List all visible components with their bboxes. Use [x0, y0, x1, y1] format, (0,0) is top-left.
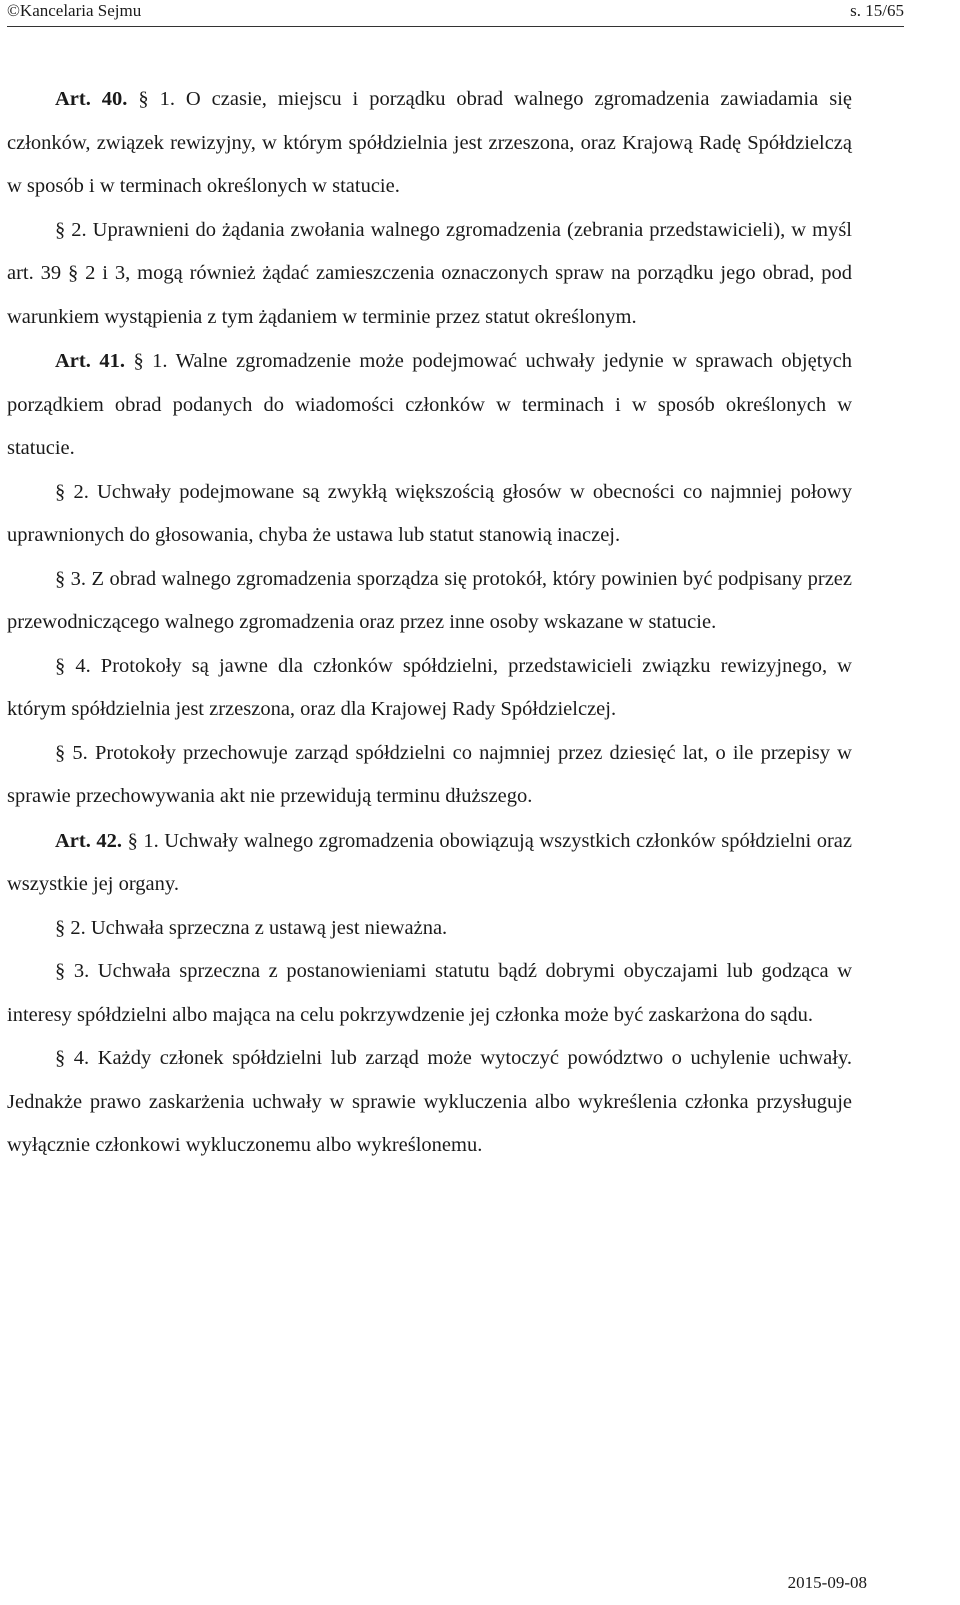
article-41-par-4: § 4. Protokoły są jawne dla członków spółdzielni, przedstawicieli związku rewizyjnego, w którym spółdzielnia jest zrzeszona, oraz dla Krajowej Rady Spółdzielczej. — [7, 654, 852, 720]
copyright-label: ©Kancelaria Sejmu — [7, 1, 142, 20]
paragraph-text: § 1. O czasie, miejscu i porządku obrad walnego zgromadzenia zawiadamia się członków, związek rewizyjny, w którym spółdzielnia jest zrzeszona, oraz Krajową Radę Spółdzielczą w sposób i w terminach określonych w statucie. — [7, 88, 852, 197]
document-body — [7, 78, 852, 1168]
article-41-par-1 — [7, 340, 852, 471]
article-42-par-2: § 2. Uchwała sprzeczna z ustawą jest nieważna. — [55, 916, 448, 939]
article-42-par-4: § 4. Każdy członek spółdzielni lub zarząd może wytoczyć powództwo o uchylenie uchwały. Jednakże prawo zaskarżenia uchwały w sprawie wykluczenia albo wykreślenia członka przysługuje wyłącznie członkowi wykluczonemu albo wykreślonemu. — [7, 1047, 852, 1156]
article-heading: Art. 42. — [55, 829, 123, 852]
article-41-par-3: § 3. Z obrad walnego zgromadzenia sporządza się protokół, który powinien być podpisany przez przewodniczącego walnego zgromadzenia oraz przez inne osoby wskazane w statucie. — [7, 567, 852, 633]
article-42-par-1 — [7, 820, 852, 907]
article-40-par-1 — [7, 78, 852, 209]
article-heading: Art. 41. — [55, 350, 125, 372]
paragraph-text: § 1. Walne zgromadzenie może podejmować uchwały jedynie w sprawach objętych porządkiem obrad podanych do wiadomości członków w terminach i w sposób określonych w statucie. — [7, 350, 852, 459]
paragraph-text: § 1. Uchwały walnego zgromadzenia obowiązują wszystkich członków spółdzielni oraz wszystkie jej organy. — [7, 829, 853, 895]
article-heading: Art. 40. — [55, 88, 128, 110]
page-header — [7, 0, 904, 27]
page-number: s. 15/65 — [850, 1, 904, 20]
article-40-par-2: § 2. Uprawnieni do żądania zwołania walnego zgromadzenia (zebrania przedstawicieli), w myśl art. 39 § 2 i 3, mogą również żądać zamieszczenia oznaczonych spraw na porządku jego obrad, pod warunkiem wystąpienia z tym żądaniem w terminie przez statut określonym. — [7, 218, 852, 328]
article-41-par-5: § 5. Protokoły przechowuje zarząd spółdzielni co najmniej przez dziesięć lat, o ile przepisy w sprawie przechowywania akt nie przewidują terminu dłuższego. — [7, 741, 852, 807]
page-footer-date: 2015-09-08 — [787, 1573, 867, 1592]
article-41-par-2: § 2. Uchwały podejmowane są zwykłą większością głosów w obecności co najmniej połowy uprawnionych do głosowania, chyba że ustawa lub statut stanowią inaczej. — [7, 480, 852, 546]
article-42-par-3: § 3. Uchwała sprzeczna z postanowieniami statutu bądź dobrymi obyczajami lub godząca w interesy spółdzielni albo mająca na celu pokrzywdzenie jej członka może być zaskarżona do sądu. — [7, 960, 852, 1026]
